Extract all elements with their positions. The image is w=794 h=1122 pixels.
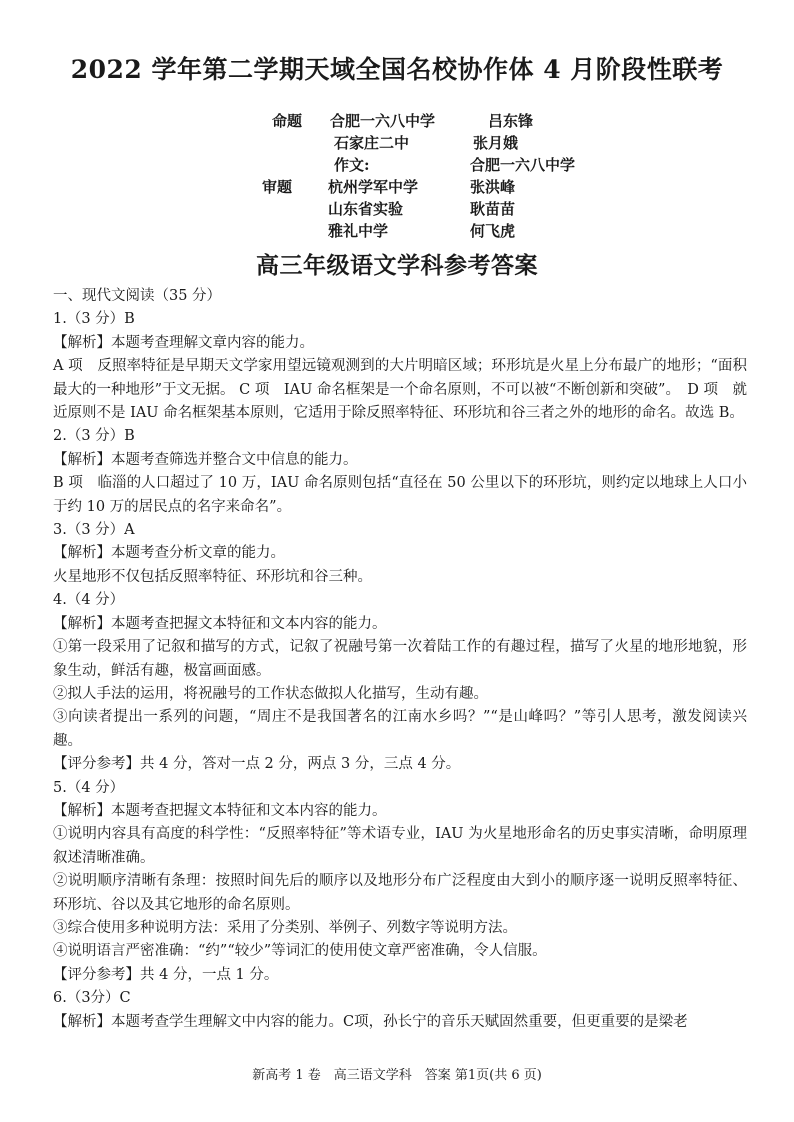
question-6-answer: 6.（3分）C (53, 990, 131, 1007)
committee-person: 合肥一六八中学 (470, 156, 576, 174)
exam-title: 2022 学年第二学期天域全国名校协作体 4 月阶段性联考 (70, 55, 724, 84)
question-2-detail: B 项 临淄的人口超过了 10 万，IAU 命名原则包括“直径在 50 公里以下的环形坑，则约定以地球上人口小于约 10 万的居民点的名字来命名”。 (53, 475, 747, 515)
committee-school: 杭州学军中学 (328, 178, 419, 196)
question-1-answer: 1.（3 分）B (53, 311, 135, 328)
committee-school: 山东省实验 (328, 200, 404, 218)
question-6-analysis: 【解析】本题考查学生理解文中内容的能力。C项，孙长宁的音乐天赋固然重要，但更重要的是梁老 (53, 1013, 688, 1030)
question-3-analysis: 【解析】本题考查分析文章的能力。 (53, 545, 285, 562)
committee-person: 吕东锋 (488, 112, 534, 130)
question-3-answer: 3.（3 分）A (53, 522, 135, 539)
section-heading: 一、现代文阅读（35 分） (53, 288, 222, 304)
question-4-scoring: 【评分参考】共 4 分，答对一点 2 分，两点 3 分，三点 4 分。 (53, 756, 461, 773)
committee-school: 作文: (334, 156, 370, 174)
committee-school: 雅礼中学 (328, 222, 389, 240)
committee-role: 审题 (262, 178, 293, 196)
answer-body (53, 285, 747, 1034)
question-4-analysis: 【解析】本题考查把握文本特征和文本内容的能力。 (53, 615, 387, 632)
committee-person: 耿苗苗 (470, 200, 516, 218)
committee-person: 何飞虎 (470, 222, 516, 240)
question-2-analysis: 【解析】本题考查筛选并整合文中信息的能力。 (53, 451, 358, 468)
question-5-point: ①说明内容具有高度的科学性：“反照率特征”等术语专业，IAU 为火星地形命名的历史事实清晰，命明原理叙述清晰准确。 (53, 826, 747, 866)
question-4-point: ③向读者提出一系列的问题，“周庄不是我国著名的江南水乡吗？”“是山峰吗？”等引人思考，激发阅读兴趣。 (53, 709, 747, 749)
question-5-point: ④说明语言严密准确：“约”“较少”等词汇的使用使文章严密准确，令人信服。 (53, 943, 547, 960)
question-5-point: ②说明顺序清晰有条理：按照时间先后的顺序以及地形分布广泛程度由大到小的顺序逐一说明反照率特征、环形坑、谷以及其它地形的命名原则。 (53, 873, 747, 913)
question-4-answer: 4.（4 分） (53, 592, 125, 609)
committee-person: 张洪峰 (470, 178, 516, 196)
question-4-point: ①第一段采用了记叙和描写的方式，记叙了祝融号第一次着陆工作的有趣过程，描写了火星的地形地貌，形象生动，鲜活有趣，极富画面感。 (53, 639, 747, 679)
question-5-answer: 5.（4 分） (53, 779, 125, 796)
answer-key-title: 高三年级语文学科参考答案 (256, 252, 538, 279)
committee-school: 合肥一六八中学 (330, 112, 436, 130)
question-5-point: ③综合使用多种说明方法：采用了分类别、举例子、列数字等说明方法。 (53, 919, 517, 936)
question-5-analysis: 【解析】本题考查把握文本特征和文本内容的能力。 (53, 802, 387, 819)
question-5-scoring: 【评分参考】共 4 分，一点 1 分。 (53, 966, 279, 983)
question-4-point: ②拟人手法的运用，将祝融号的工作状态做拟人化描写，生动有趣。 (53, 685, 488, 702)
committee-school: 石家庄二中 (334, 134, 410, 152)
question-1-detail: A 项 反照率特征是早期天文学家用望远镜观测到的大片明暗区域；环形坑是火星上分布最广的地形；“面积最大的一种地形”于文无据。 C 项 IAU 命名框架是一个命名原则，不可以被“不断创新和突破”。 D 项 就近原则不是 IAU 命名框架基本原则，它适用于除反照率特征、环形坑和谷三者之外的地形的命名。故选 B。 (53, 358, 747, 422)
committee-role: 命题 (272, 112, 303, 130)
question-1-analysis: 【解析】本题考查理解文章内容的能力。 (53, 334, 314, 351)
question-2-answer: 2.（3 分）B (53, 428, 135, 445)
question-3-detail: 火星地形不仅包括反照率特征、环形坑和谷三种。 (53, 568, 372, 585)
committee-person: 张月娥 (473, 134, 519, 152)
page-footer: 新高考 1 卷 高三语文学科 答案 第1页(共 6 页) (252, 1068, 542, 1083)
